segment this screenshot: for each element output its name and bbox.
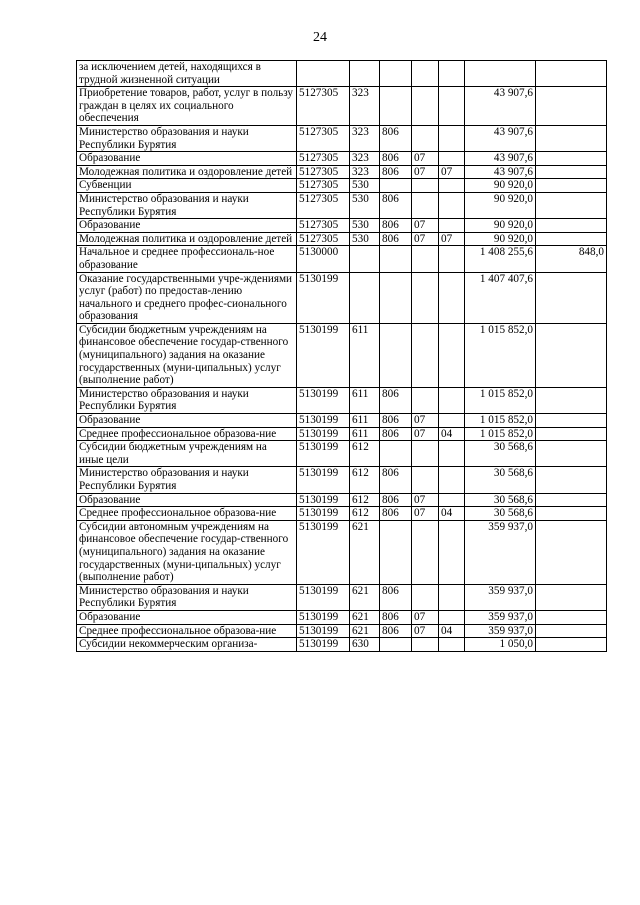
target-article-code-cell: 5130199 [297, 427, 350, 441]
administrator-code-cell: 806 [380, 624, 412, 638]
expense-type-code-cell: 530 [350, 232, 380, 246]
administrator-code-cell: 806 [380, 467, 412, 493]
amount-extra-cell [536, 272, 607, 323]
target-article-code-cell: 5130199 [297, 493, 350, 507]
row-name-cell: Субсидии некоммерческим организа- [77, 638, 297, 652]
expense-type-code-cell: 611 [350, 427, 380, 441]
administrator-code-cell: 806 [380, 507, 412, 521]
section-code-cell [412, 272, 439, 323]
section-code-cell: 07 [412, 507, 439, 521]
expense-type-code-cell: 323 [350, 152, 380, 166]
administrator-code-cell: 806 [380, 219, 412, 233]
table-row [77, 467, 607, 493]
amount-extra-cell [536, 323, 607, 387]
amount-extra-cell [536, 125, 607, 151]
section-code-cell: 07 [412, 219, 439, 233]
row-name-cell: Министерство образования и науки Республики Бурятия [77, 467, 297, 493]
target-article-code-cell: 5127305 [297, 192, 350, 218]
expense-type-code-cell: 611 [350, 387, 380, 413]
administrator-code-cell [380, 520, 412, 584]
page-number: 24 [313, 30, 327, 45]
expense-type-code-cell: 621 [350, 520, 380, 584]
row-name-cell: Оказание государственными учре-ждениями услуг (работ) по предостав-лению начального и среднего профес-сионального образования [77, 272, 297, 323]
row-name-cell: Образование [77, 414, 297, 428]
target-article-code-cell: 5127305 [297, 219, 350, 233]
budget-table-body [77, 61, 607, 652]
target-article-code-cell: 5130199 [297, 441, 350, 467]
row-name-cell: Министерство образования и науки Республики Бурятия [77, 584, 297, 610]
table-row [77, 507, 607, 521]
amount-cell: 43 907,6 [465, 152, 536, 166]
row-name-cell: Образование [77, 219, 297, 233]
row-name-cell: Образование [77, 610, 297, 624]
subsection-code-cell [439, 125, 465, 151]
section-code-cell: 07 [412, 624, 439, 638]
target-article-code-cell: 5130199 [297, 323, 350, 387]
target-article-code-cell: 5127305 [297, 152, 350, 166]
expense-type-code-cell: 621 [350, 610, 380, 624]
subsection-code-cell [439, 179, 465, 193]
subsection-code-cell: 04 [439, 624, 465, 638]
amount-extra-cell [536, 61, 607, 87]
table-row [77, 192, 607, 218]
administrator-code-cell: 806 [380, 125, 412, 151]
amount-cell: 30 568,6 [465, 441, 536, 467]
row-name-cell: Министерство образования и науки Республики Бурятия [77, 192, 297, 218]
amount-cell [465, 61, 536, 87]
table-row [77, 125, 607, 151]
amount-extra-cell [536, 584, 607, 610]
administrator-code-cell: 806 [380, 610, 412, 624]
expense-type-code-cell: 621 [350, 584, 380, 610]
amount-extra-cell [536, 610, 607, 624]
row-name-cell: Среднее профессиональное образова-ние [77, 624, 297, 638]
section-code-cell: 07 [412, 152, 439, 166]
expense-type-code-cell [350, 272, 380, 323]
subsection-code-cell [439, 467, 465, 493]
section-code-cell: 07 [412, 232, 439, 246]
expense-type-code-cell: 323 [350, 165, 380, 179]
section-code-cell: 07 [412, 165, 439, 179]
row-name-cell: Молодежная политика и оздоровление детей [77, 165, 297, 179]
subsection-code-cell [439, 414, 465, 428]
target-article-code-cell: 5130199 [297, 520, 350, 584]
amount-cell: 30 568,6 [465, 467, 536, 493]
row-name-cell: Субсидии автономным учреждениям на финансовое обеспечение государ-ственного (муниципального) задания на оказание государственных (муни-ципальных) услуг (выполнение работ) [77, 520, 297, 584]
subsection-code-cell [439, 61, 465, 87]
administrator-code-cell [380, 61, 412, 87]
section-code-cell: 07 [412, 427, 439, 441]
section-code-cell: 07 [412, 414, 439, 428]
expense-type-code-cell: 530 [350, 179, 380, 193]
amount-cell: 90 920,0 [465, 179, 536, 193]
amount-extra-cell [536, 493, 607, 507]
section-code-cell [412, 441, 439, 467]
row-name-cell: Министерство образования и науки Республики Бурятия [77, 125, 297, 151]
table-row [77, 584, 607, 610]
subsection-code-cell [439, 610, 465, 624]
subsection-code-cell [439, 272, 465, 323]
target-article-code-cell: 5130199 [297, 272, 350, 323]
administrator-code-cell [380, 323, 412, 387]
section-code-cell [412, 387, 439, 413]
table-row [77, 493, 607, 507]
expense-type-code-cell: 323 [350, 87, 380, 126]
section-code-cell [412, 467, 439, 493]
budget-table [76, 60, 607, 652]
row-name-cell: Субвенции [77, 179, 297, 193]
administrator-code-cell: 806 [380, 493, 412, 507]
administrator-code-cell [380, 638, 412, 652]
table-row [77, 165, 607, 179]
target-article-code-cell: 5127305 [297, 232, 350, 246]
amount-cell: 90 920,0 [465, 219, 536, 233]
administrator-code-cell [380, 272, 412, 323]
table-row [77, 414, 607, 428]
amount-extra-cell [536, 624, 607, 638]
target-article-code-cell: 5127305 [297, 125, 350, 151]
target-article-code-cell: 5130199 [297, 467, 350, 493]
row-name-cell: Министерство образования и науки Республики Бурятия [77, 387, 297, 413]
row-name-cell: за исключением детей, находящихся в трудной жизненной ситуации [77, 61, 297, 87]
subsection-code-cell: 04 [439, 427, 465, 441]
amount-extra-cell [536, 192, 607, 218]
administrator-code-cell: 806 [380, 152, 412, 166]
administrator-code-cell: 806 [380, 192, 412, 218]
amount-cell: 90 920,0 [465, 192, 536, 218]
target-article-code-cell: 5127305 [297, 179, 350, 193]
amount-extra-cell [536, 638, 607, 652]
section-code-cell [412, 61, 439, 87]
table-row [77, 61, 607, 87]
target-article-code-cell: 5130000 [297, 246, 350, 272]
table-row [77, 152, 607, 166]
table-row [77, 219, 607, 233]
section-code-cell [412, 584, 439, 610]
amount-cell: 359 937,0 [465, 584, 536, 610]
table-row [77, 323, 607, 387]
target-article-code-cell [297, 61, 350, 87]
row-name-cell: Приобретение товаров, работ, услуг в пользу граждан в целях их социального обеспечения [77, 87, 297, 126]
amount-cell: 1 408 255,6 [465, 246, 536, 272]
administrator-code-cell: 806 [380, 232, 412, 246]
subsection-code-cell [439, 192, 465, 218]
section-code-cell [412, 246, 439, 272]
subsection-code-cell [439, 584, 465, 610]
table-row [77, 387, 607, 413]
expense-type-code-cell: 530 [350, 219, 380, 233]
amount-extra-cell [536, 507, 607, 521]
amount-extra-cell [536, 179, 607, 193]
section-code-cell [412, 192, 439, 218]
amount-cell: 43 907,6 [465, 125, 536, 151]
amount-extra-cell [536, 232, 607, 246]
subsection-code-cell [439, 323, 465, 387]
table-row [77, 427, 607, 441]
section-code-cell [412, 323, 439, 387]
amount-cell: 1 015 852,0 [465, 323, 536, 387]
subsection-code-cell: 07 [439, 165, 465, 179]
subsection-code-cell [439, 441, 465, 467]
row-name-cell: Образование [77, 493, 297, 507]
target-article-code-cell: 5130199 [297, 624, 350, 638]
expense-type-code-cell: 611 [350, 414, 380, 428]
amount-cell: 90 920,0 [465, 232, 536, 246]
row-name-cell: Субсидии бюджетным учреждениям на иные цели [77, 441, 297, 467]
table-row [77, 610, 607, 624]
amount-extra-cell [536, 467, 607, 493]
subsection-code-cell [439, 638, 465, 652]
amount-extra-cell [536, 414, 607, 428]
administrator-code-cell: 806 [380, 387, 412, 413]
amount-cell: 1 015 852,0 [465, 427, 536, 441]
table-row [77, 638, 607, 652]
amount-extra-cell [536, 427, 607, 441]
row-name-cell: Среднее профессиональное образова-ние [77, 427, 297, 441]
amount-extra-cell: 848,0 [536, 246, 607, 272]
target-article-code-cell: 5130199 [297, 638, 350, 652]
expense-type-code-cell [350, 61, 380, 87]
expense-type-code-cell: 612 [350, 441, 380, 467]
subsection-code-cell: 04 [439, 507, 465, 521]
administrator-code-cell [380, 246, 412, 272]
amount-cell: 359 937,0 [465, 520, 536, 584]
table-row [77, 272, 607, 323]
target-article-code-cell: 5130199 [297, 610, 350, 624]
target-article-code-cell: 5130199 [297, 584, 350, 610]
target-article-code-cell: 5127305 [297, 165, 350, 179]
target-article-code-cell: 5127305 [297, 87, 350, 126]
section-code-cell: 07 [412, 493, 439, 507]
subsection-code-cell: 07 [439, 232, 465, 246]
administrator-code-cell [380, 441, 412, 467]
amount-cell: 1 015 852,0 [465, 387, 536, 413]
section-code-cell [412, 87, 439, 126]
amount-cell: 1 050,0 [465, 638, 536, 652]
target-article-code-cell: 5130199 [297, 387, 350, 413]
row-name-cell: Среднее профессиональное образова-ние [77, 507, 297, 521]
target-article-code-cell: 5130199 [297, 507, 350, 521]
amount-extra-cell [536, 152, 607, 166]
amount-cell: 30 568,6 [465, 493, 536, 507]
row-name-cell: Субсидии бюджетным учреждениям на финансовое обеспечение государ-ственного (муниципального) задания на оказание государственных (муни-ципальных) услуг (выполнение работ) [77, 323, 297, 387]
table-row [77, 520, 607, 584]
subsection-code-cell [439, 246, 465, 272]
subsection-code-cell [439, 387, 465, 413]
expense-type-code-cell: 611 [350, 323, 380, 387]
administrator-code-cell: 806 [380, 414, 412, 428]
expense-type-code-cell: 630 [350, 638, 380, 652]
table-row [77, 232, 607, 246]
row-name-cell: Образование [77, 152, 297, 166]
administrator-code-cell: 806 [380, 584, 412, 610]
administrator-code-cell: 806 [380, 165, 412, 179]
table-row [77, 179, 607, 193]
expense-type-code-cell [350, 246, 380, 272]
administrator-code-cell [380, 179, 412, 193]
expense-type-code-cell: 612 [350, 467, 380, 493]
section-code-cell [412, 638, 439, 652]
expense-type-code-cell: 621 [350, 624, 380, 638]
section-code-cell [412, 125, 439, 151]
section-code-cell: 07 [412, 610, 439, 624]
amount-cell: 359 937,0 [465, 624, 536, 638]
amount-extra-cell [536, 87, 607, 126]
amount-cell: 30 568,6 [465, 507, 536, 521]
amount-extra-cell [536, 219, 607, 233]
amount-cell: 1 015 852,0 [465, 414, 536, 428]
amount-extra-cell [536, 387, 607, 413]
amount-cell: 359 937,0 [465, 610, 536, 624]
administrator-code-cell: 806 [380, 427, 412, 441]
expense-type-code-cell: 530 [350, 192, 380, 218]
table-row [77, 246, 607, 272]
amount-extra-cell [536, 520, 607, 584]
table-row [77, 87, 607, 126]
subsection-code-cell [439, 520, 465, 584]
table-row [77, 441, 607, 467]
table-row [77, 624, 607, 638]
target-article-code-cell: 5130199 [297, 414, 350, 428]
row-name-cell: Молодежная политика и оздоровление детей [77, 232, 297, 246]
subsection-code-cell [439, 87, 465, 126]
administrator-code-cell [380, 87, 412, 126]
subsection-code-cell [439, 152, 465, 166]
expense-type-code-cell: 612 [350, 493, 380, 507]
row-name-cell: Начальное и среднее профессиональ-ное образование [77, 246, 297, 272]
amount-cell: 43 907,6 [465, 87, 536, 126]
section-code-cell [412, 179, 439, 193]
amount-extra-cell [536, 441, 607, 467]
amount-cell: 1 407 407,6 [465, 272, 536, 323]
expense-type-code-cell: 323 [350, 125, 380, 151]
expense-type-code-cell: 612 [350, 507, 380, 521]
subsection-code-cell [439, 493, 465, 507]
amount-extra-cell [536, 165, 607, 179]
subsection-code-cell [439, 219, 465, 233]
section-code-cell [412, 520, 439, 584]
amount-cell: 43 907,6 [465, 165, 536, 179]
